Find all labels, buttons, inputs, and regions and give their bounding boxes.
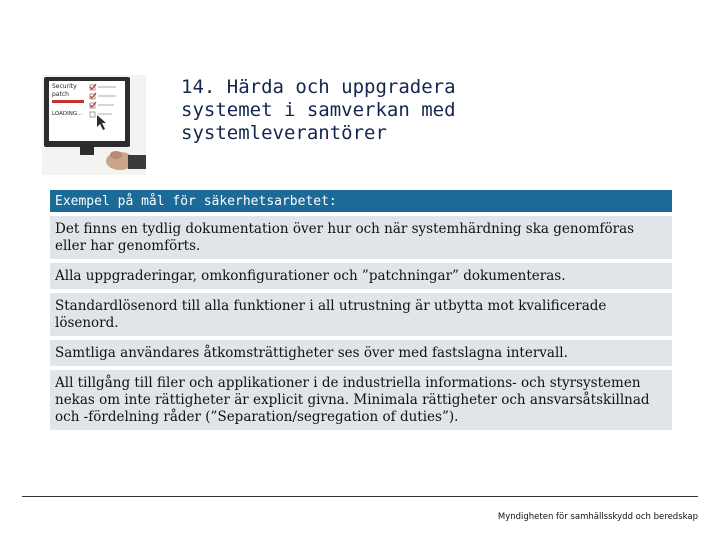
table-row: Standardlösenord till alla funktioner i all utrustning är utbytta mot kvalificerade lösenord. xyxy=(50,293,672,336)
security-patch-illustration xyxy=(42,75,146,175)
table-row: Alla uppgraderingar, omkonfigurationer och ”patchningar” dokumenteras. xyxy=(50,263,672,289)
table-row: All tillgång till filer och applikationer i de industriella informations- och styrsystemen nekas om inte rättigheter är explicit givna. Minimala rättigheter och ansvarsåtskillnad och -fördelning råder (”Separation/segregation of duties”). xyxy=(50,370,672,430)
slide-title: 14. Härda och uppgradera systemet i samverkan med systemleverantörer xyxy=(181,76,456,144)
table-header: Exempel på mål för säkerhetsarbetet: xyxy=(50,190,672,212)
goals-table xyxy=(50,190,672,434)
illustration-text-security: Security xyxy=(52,83,77,90)
illustration-text-patch: patch xyxy=(52,91,69,98)
security-patch-computer-icon xyxy=(42,75,146,175)
table-row: Samtliga användares åtkomsträttigheter ses över med fastslagna intervall. xyxy=(50,340,672,366)
illustration-text-loading: LOADING... xyxy=(52,111,83,117)
footer-organization: Myndigheten för samhällsskydd och beredskap xyxy=(497,512,698,522)
footer-divider xyxy=(22,496,698,497)
table-row: Det finns en tydlig dokumentation över hur och när systemhärdning ska genomföras eller har genomförts. xyxy=(50,216,672,259)
